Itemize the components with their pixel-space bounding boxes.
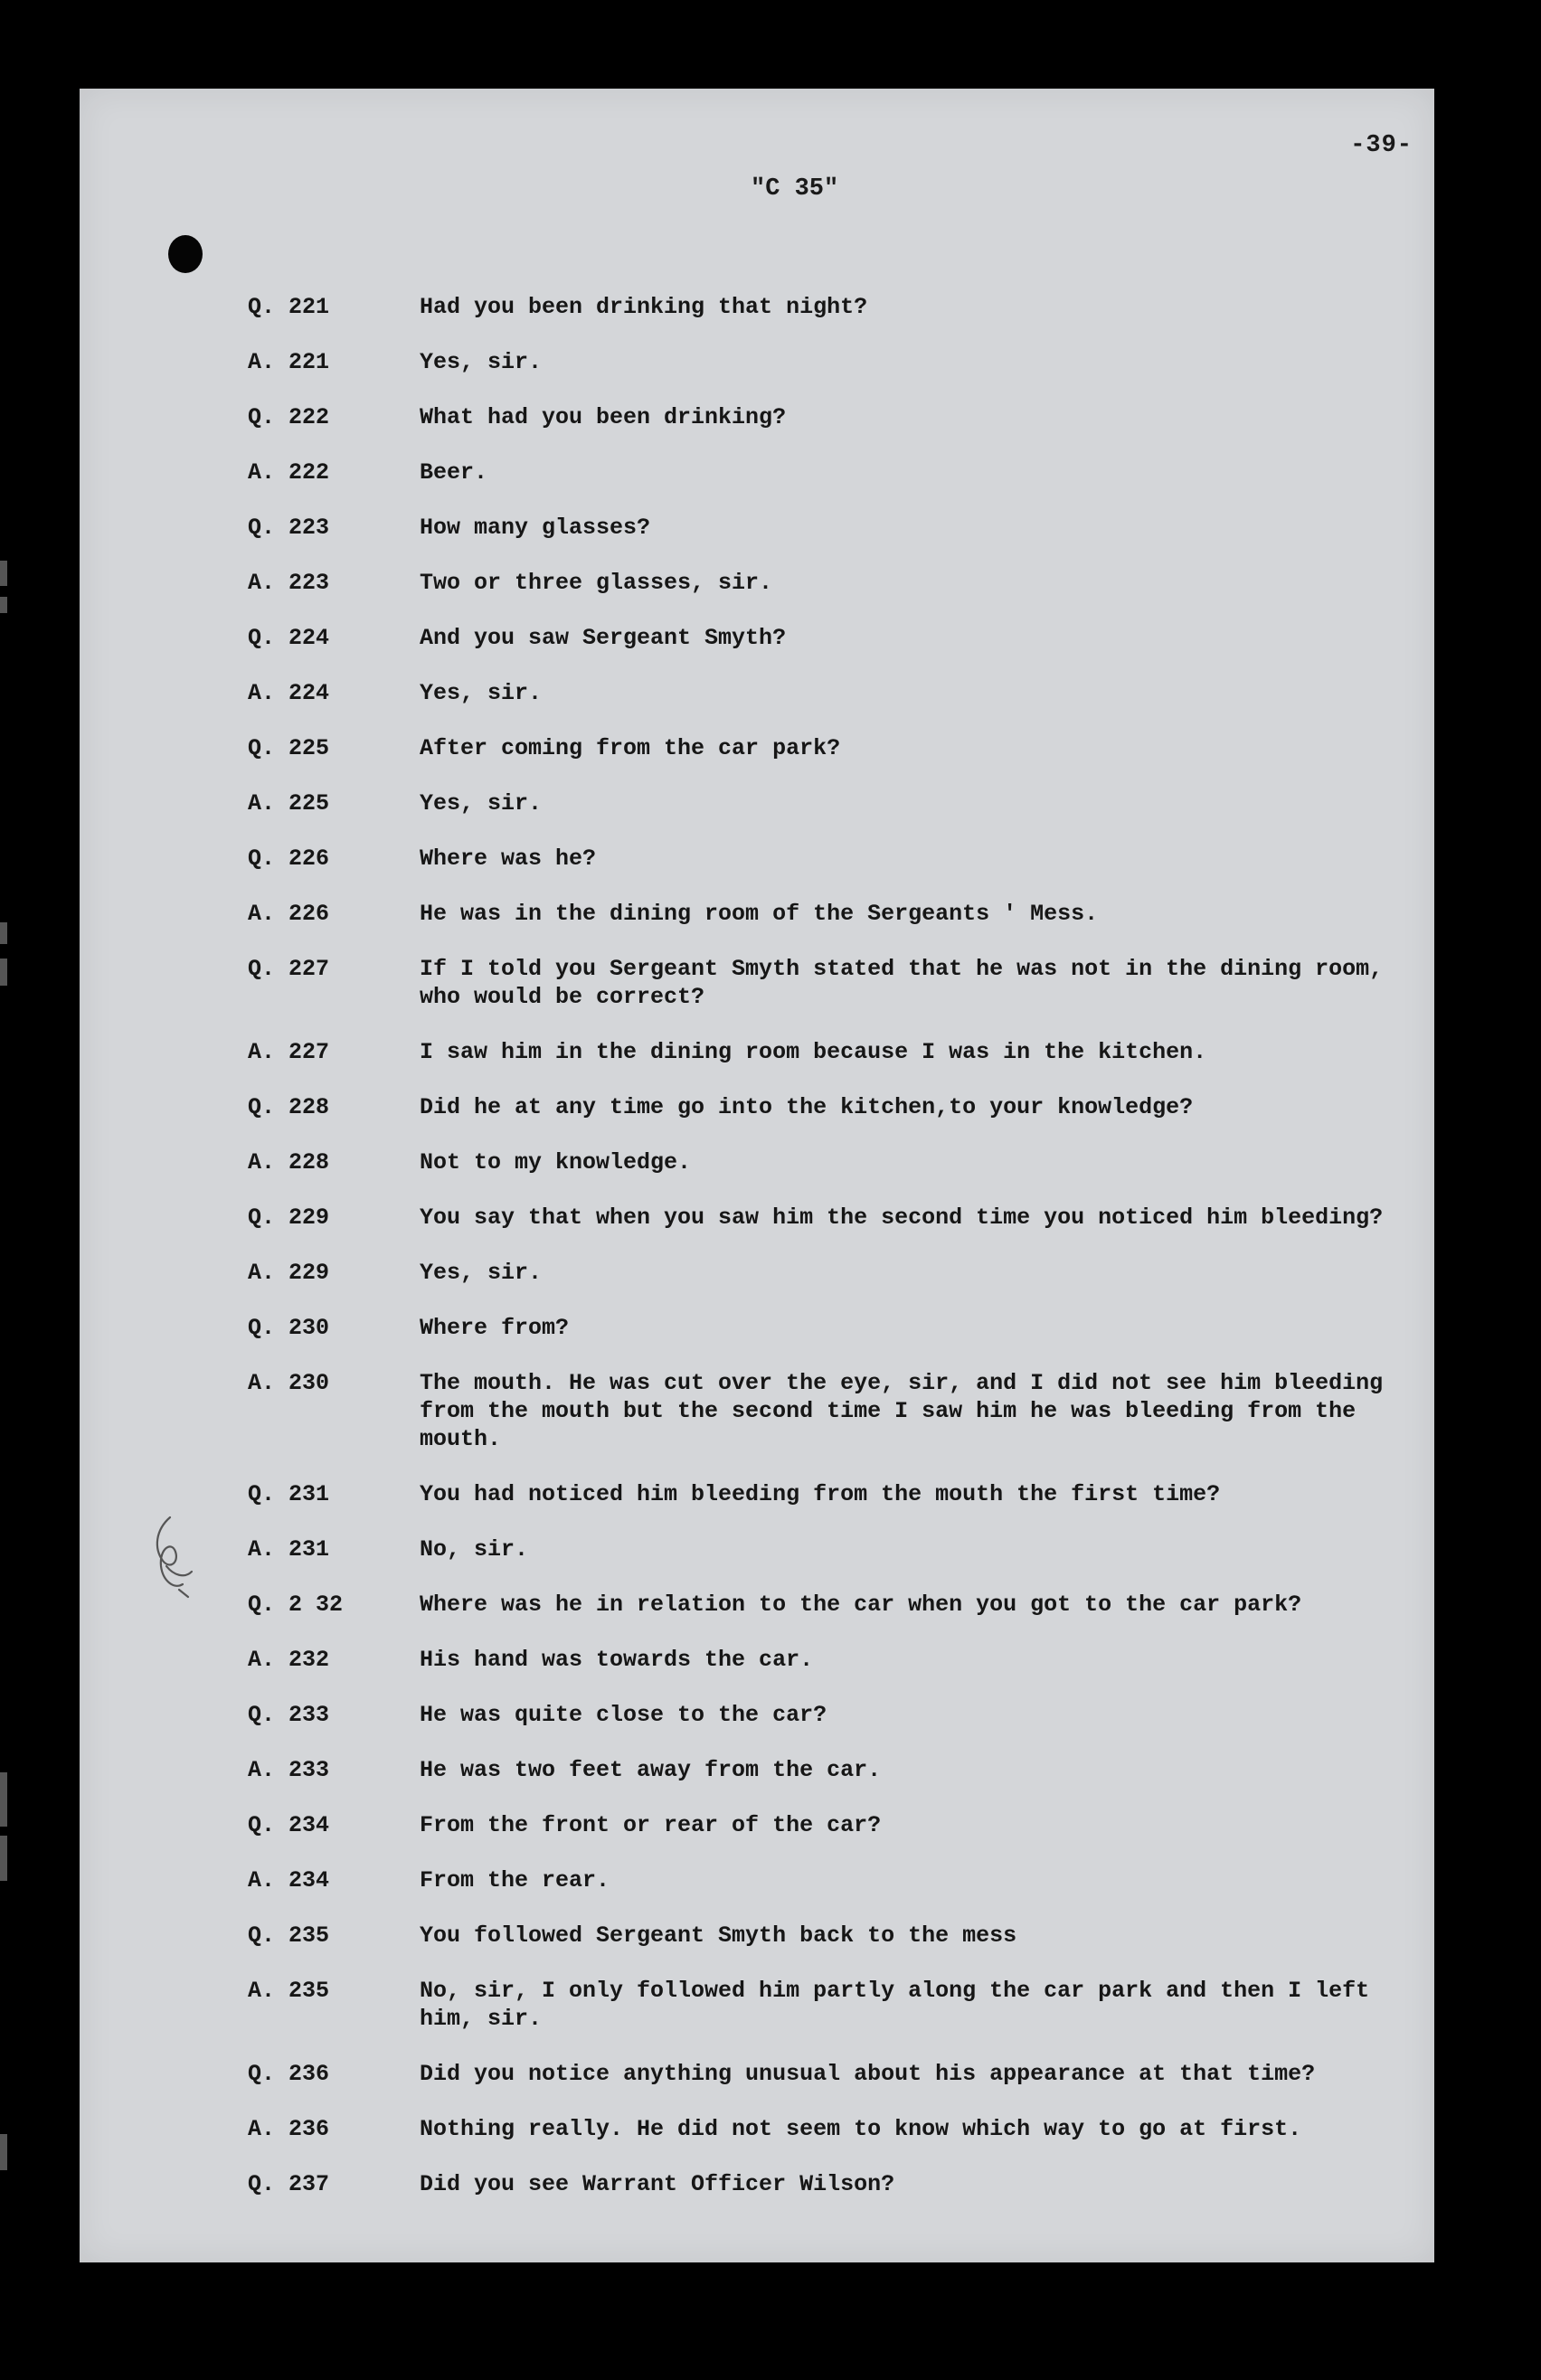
- qa-entry: [248, 1756, 1423, 1784]
- qa-entry: [248, 1811, 1423, 1839]
- qa-entry-text: And you saw Sergeant Smyth?: [420, 625, 787, 651]
- qa-entry-number: Q. 234: [248, 1812, 330, 1838]
- qa-entry-number: A. 226: [248, 901, 330, 927]
- punch-hole: [168, 235, 203, 273]
- qa-entry-number: A. 225: [248, 790, 330, 817]
- qa-entry-number: Q. 237: [248, 2171, 330, 2197]
- qa-entry-text: Beer.: [420, 459, 488, 486]
- qa-entry-number: Q. 236: [248, 2061, 330, 2087]
- qa-entry: [248, 1369, 1423, 1453]
- qa-entry-text: No, sir, I only followed him partly along the car park and then I left him, sir.: [420, 1978, 1370, 2032]
- qa-entry: [248, 1314, 1423, 1342]
- qa-entry: [248, 458, 1423, 486]
- scan-edge-marks: [0, 0, 9, 2380]
- qa-entry-text: From the rear.: [420, 1867, 610, 1894]
- qa-entry-number: Q. 227: [248, 956, 330, 982]
- qa-entry-text: He was in the dining room of the Sergeants ' Mess.: [420, 901, 1099, 927]
- qa-entry-number: Q. 223: [248, 515, 330, 541]
- qa-entry-number: Q. 229: [248, 1204, 330, 1231]
- qa-entry-text: Had you been drinking that night?: [420, 294, 868, 320]
- qa-entry-number: Q. 233: [248, 1702, 330, 1728]
- qa-entry-text: He was two feet away from the car.: [420, 1757, 882, 1783]
- qa-entry-text: Did you notice anything unusual about his appearance at that time?: [420, 2061, 1316, 2087]
- qa-entry: [248, 293, 1423, 321]
- qa-entry-text: I saw him in the dining room because I was in the kitchen.: [420, 1039, 1207, 1065]
- qa-entry: [248, 2060, 1423, 2088]
- qa-entry-text: Yes, sir.: [420, 349, 543, 375]
- qa-entry-number: A. 227: [248, 1039, 330, 1065]
- qa-entry-number: A. 232: [248, 1647, 330, 1673]
- qa-entry-text: Not to my knowledge.: [420, 1149, 692, 1176]
- qa-entry: [248, 1591, 1423, 1619]
- qa-entry-text: What had you been drinking?: [420, 404, 787, 430]
- qa-entry-number: Q. 222: [248, 404, 330, 430]
- qa-entry-text: Yes, sir.: [420, 790, 543, 817]
- qa-entry: [248, 1204, 1423, 1232]
- qa-entry: [248, 1866, 1423, 1894]
- qa-entry: [248, 403, 1423, 431]
- qa-entry: [248, 1646, 1423, 1674]
- qa-entry: [248, 1480, 1423, 1508]
- qa-entry: [248, 348, 1423, 376]
- qa-entry-text: Yes, sir.: [420, 680, 543, 706]
- qa-entry-text: The mouth. He was cut over the eye, sir, and I did not see him bleeding from the mouth but the second time I saw him he was bleeding from the mouth.: [420, 1370, 1384, 1452]
- qa-entry-text: Where was he?: [420, 845, 597, 872]
- qa-entry-text: No, sir.: [420, 1536, 529, 1563]
- qa-entry-number: A. 231: [248, 1536, 330, 1563]
- qa-entry-text: From the front or rear of the car?: [420, 1812, 882, 1838]
- qa-entry-number: Q. 221: [248, 294, 330, 320]
- qa-entry: [248, 1093, 1423, 1121]
- qa-entry-text: His hand was towards the car.: [420, 1647, 814, 1673]
- qa-entry: [248, 514, 1423, 542]
- qa-entry-number: Q. 230: [248, 1315, 330, 1341]
- qa-entry-text: You had noticed him bleeding from the mouth the first time?: [420, 1481, 1221, 1507]
- qa-entry-number: Q. 228: [248, 1094, 330, 1120]
- qa-entry-text: Where was he in relation to the car when you got to the car park?: [420, 1591, 1302, 1618]
- qa-entry-text: You followed Sergeant Smyth back to the mess: [420, 1922, 1017, 1949]
- qa-entry-text: If I told you Sergeant Smyth stated that he was not in the dining room, who would be correct?: [420, 956, 1384, 1010]
- qa-entry-number: A. 228: [248, 1149, 330, 1176]
- qa-entry-number: Q. 224: [248, 625, 330, 651]
- qa-entry-number: A. 236: [248, 2116, 330, 2142]
- qa-entry-number: A. 223: [248, 570, 330, 596]
- qa-entry-text: How many glasses?: [420, 515, 651, 541]
- qa-entry-number: A. 229: [248, 1260, 330, 1286]
- qa-entry: [248, 734, 1423, 762]
- qa-entry-text: You say that when you saw him the second time you noticed him bleeding?: [420, 1204, 1384, 1231]
- qa-entry: [248, 845, 1423, 873]
- qa-entry: [248, 1148, 1423, 1176]
- qa-entry-number: A. 222: [248, 459, 330, 486]
- qa-entry-text: Where from?: [420, 1315, 570, 1341]
- qa-entry-number: A. 234: [248, 1867, 330, 1894]
- qa-entry-number: A. 230: [248, 1370, 330, 1396]
- qa-entry: [248, 1038, 1423, 1066]
- qa-entry: [248, 1977, 1423, 2033]
- qa-entry-number: Q. 2 32: [248, 1591, 344, 1618]
- qa-entry: [248, 1535, 1423, 1563]
- qa-entry-text: After coming from the car park?: [420, 735, 841, 761]
- qa-entry-number: Q. 235: [248, 1922, 330, 1949]
- qa-entry: [248, 569, 1423, 597]
- qa-entry: [248, 679, 1423, 707]
- qa-entry: [248, 2170, 1423, 2198]
- qa-entry: [248, 955, 1423, 1011]
- qa-entry-text: Did you see Warrant Officer Wilson?: [420, 2171, 895, 2197]
- qa-entry: [248, 900, 1423, 928]
- handwritten-initials-signature: [143, 1512, 197, 1602]
- qa-entry-text: Did he at any time go into the kitchen,to your knowledge?: [420, 1094, 1194, 1120]
- qa-entry: [248, 1701, 1423, 1729]
- qa-entry-number: Q. 226: [248, 845, 330, 872]
- qa-entry: [248, 624, 1423, 652]
- document-page: [80, 89, 1434, 2262]
- qa-entry: [248, 2115, 1423, 2143]
- qa-entry-number: A. 235: [248, 1978, 330, 2004]
- qa-entry: [248, 1922, 1423, 1950]
- qa-entry-text: Two or three glasses, sir.: [420, 570, 773, 596]
- qa-transcript: [248, 293, 1423, 2225]
- qa-entry-text: Yes, sir.: [420, 1260, 543, 1286]
- qa-entry-number: A. 233: [248, 1757, 330, 1783]
- qa-entry-number: Q. 231: [248, 1481, 330, 1507]
- exhibit-mark: "C 35": [751, 175, 839, 203]
- qa-entry-number: A. 224: [248, 680, 330, 706]
- qa-entry: [248, 1259, 1423, 1287]
- qa-entry-number: A. 221: [248, 349, 330, 375]
- qa-entry-text: He was quite close to the car?: [420, 1702, 827, 1728]
- qa-entry-text: Nothing really. He did not seem to know which way to go at first.: [420, 2116, 1302, 2142]
- page-number: -39-: [1350, 132, 1413, 159]
- qa-entry-number: Q. 225: [248, 735, 330, 761]
- qa-entry: [248, 789, 1423, 817]
